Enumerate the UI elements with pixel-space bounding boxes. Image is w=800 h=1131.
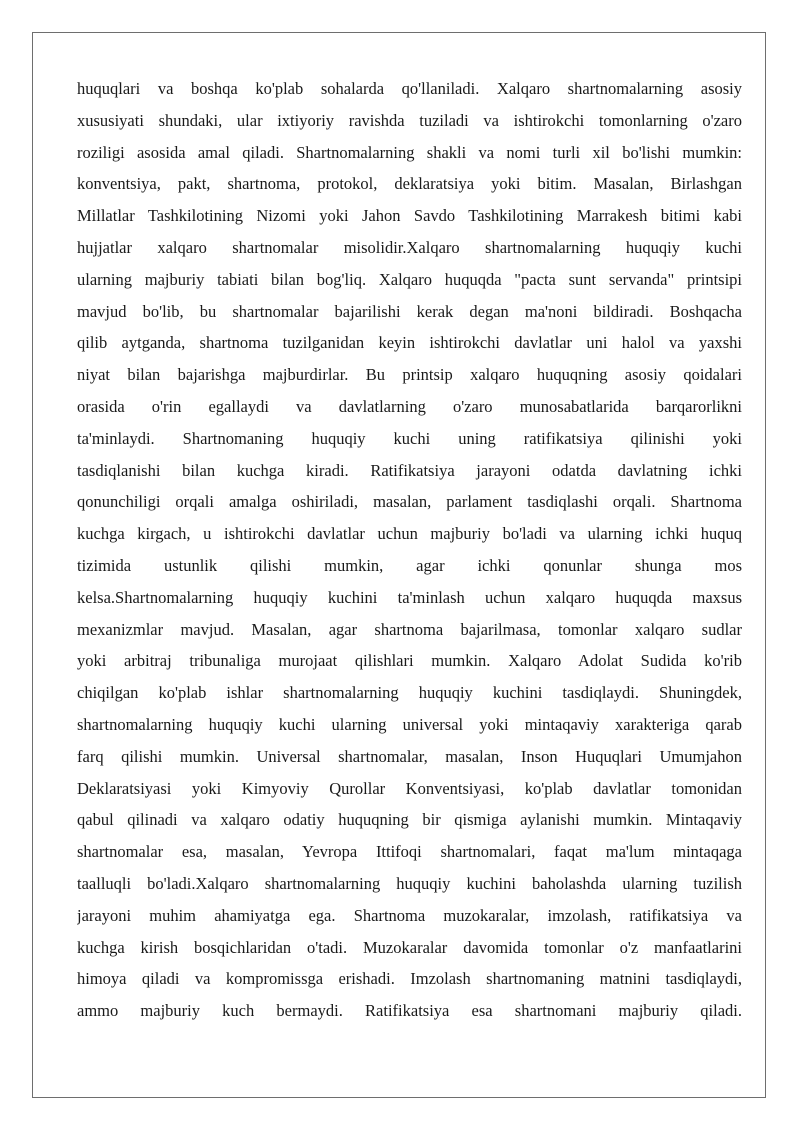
text-line: tasdiqlanishi bilan kuchga kiradi. Ratifikatsiya jarayoni odatda davlatning ichki [77,460,742,480]
text-line: roziligi asosida amal qiladi. Shartnomalarning shakli va nomi turli xil bo'lishi mumkin: [77,142,742,162]
text-line: Deklaratsiyasi yoki Kimyoviy Qurollar Konventsiyasi, ko'plab davlatlar tomonidan [77,778,742,798]
text-line: ammo majburiy kuch bermaydi. Ratifikatsiya esa shartnomani majburiy qiladi. [77,1001,742,1021]
text-line: huquqlari va boshqa ko'plab sohalarda qo'llaniladi. Xalqaro shartnomalarning asosiy [77,79,742,98]
text-line: hujjatlar xalqaro shartnomalar misolidir.Xalqaro shartnomalarning huquqiy kuchi [77,237,742,257]
text-line: kuchga kirgach, u ishtirokchi davlatlar uchun majburiy bo'ladi va ularning ichki huquq [77,524,742,544]
text-line: qilib aytganda, shartnoma tuzilganidan keyin ishtirokchi davlatlar uni halol va yaxshi [77,333,742,353]
text-line: kelsa.Shartnomalarning huquqiy kuchini ta'minlash uchun xalqaro huquqda maxsus [77,587,742,607]
text-line: ularning majburiy tabiati bilan bog'liq. Xalqaro huquqda "pacta sunt servanda" printsipi [77,269,742,289]
text-line: ta'minlaydi. Shartnomaning huquqiy kuchi uning ratifikatsiya qilinishi yoki [77,428,742,448]
text-line: shartnomalar esa, masalan, Yevropa Ittifoqi shartnomalari, faqat ma'lum mintaqaga [77,842,742,862]
text-line: mexanizmlar mavjud. Masalan, agar shartnoma bajarilmasa, tomonlar xalqaro sudlar [77,619,742,639]
text-line: mavjud bo'lib, bu shartnomalar bajarilishi kerak degan ma'noni bildiradi. Boshqacha [77,301,742,321]
text-line: konventsiya, pakt, shartnoma, protokol, deklaratsiya yoki bitim. Masalan, Birlashgan [77,174,742,194]
text-line: chiqilgan ko'plab ishlar shartnomalarning huquqiy kuchini tasdiqlaydi. Shuningdek, [77,683,742,703]
text-line: yoki arbitraj tribunaliga murojaat qilishlari mumkin. Xalqaro Adolat Sudida ko'rib [77,651,742,671]
text-line: orasida o'rin egallaydi va davlatlarning o'zaro munosabatlarida barqarorlikni [77,396,742,416]
text-line: shartnomalarning huquqiy kuchi ularning universal yoki mintaqaviy xarakteriga qarab [77,714,742,734]
text-line: kuchga kirish bosqichlaridan o'tadi. Muzokaralar davomida tomonlar o'z manfaatlarini [77,937,742,957]
text-line: niyat bilan bajarishga majburdirlar. Bu printsip xalqaro huquqning asosiy qoidalari [77,365,742,385]
text-line: Millatlar Tashkilotining Nizomi yoki Jahon Savdo Tashkilotining Marrakesh bitimi kabi [77,206,742,226]
text-line: qabul qilinadi va xalqaro odatiy huquqning bir qismiga aylanishi mumkin. Mintaqaviy [77,810,742,830]
document-body [77,73,742,1027]
text-line: taalluqli bo'ladi.Xalqaro shartnomalarning huquqiy kuchini baholashda ularning tuzilish [77,873,742,893]
text-line: jarayoni muhim ahamiyatga ega. Shartnoma muzokaralar, imzolash, ratifikatsiya va [77,905,742,925]
text-line: tizimida ustunlik qilishi mumkin, agar ichki qonunlar shunga mos [77,555,742,575]
text-line: himoya qiladi va kompromissga erishadi. Imzolash shartnomaning matnini tasdiqlaydi, [77,969,742,989]
text-line: xususiyati shundaki, ular ixtiyoriy ravishda tuziladi va ishtirokchi tomonlarning o'zaro [77,110,742,130]
text-line: farq qilishi mumkin. Universal shartnomalar, masalan, Inson Huquqlari Umumjahon [77,746,742,766]
text-line: qonunchiligi orqali amalga oshiriladi, masalan, parlament tasdiqlashi orqali. Shartnoma [77,492,742,512]
